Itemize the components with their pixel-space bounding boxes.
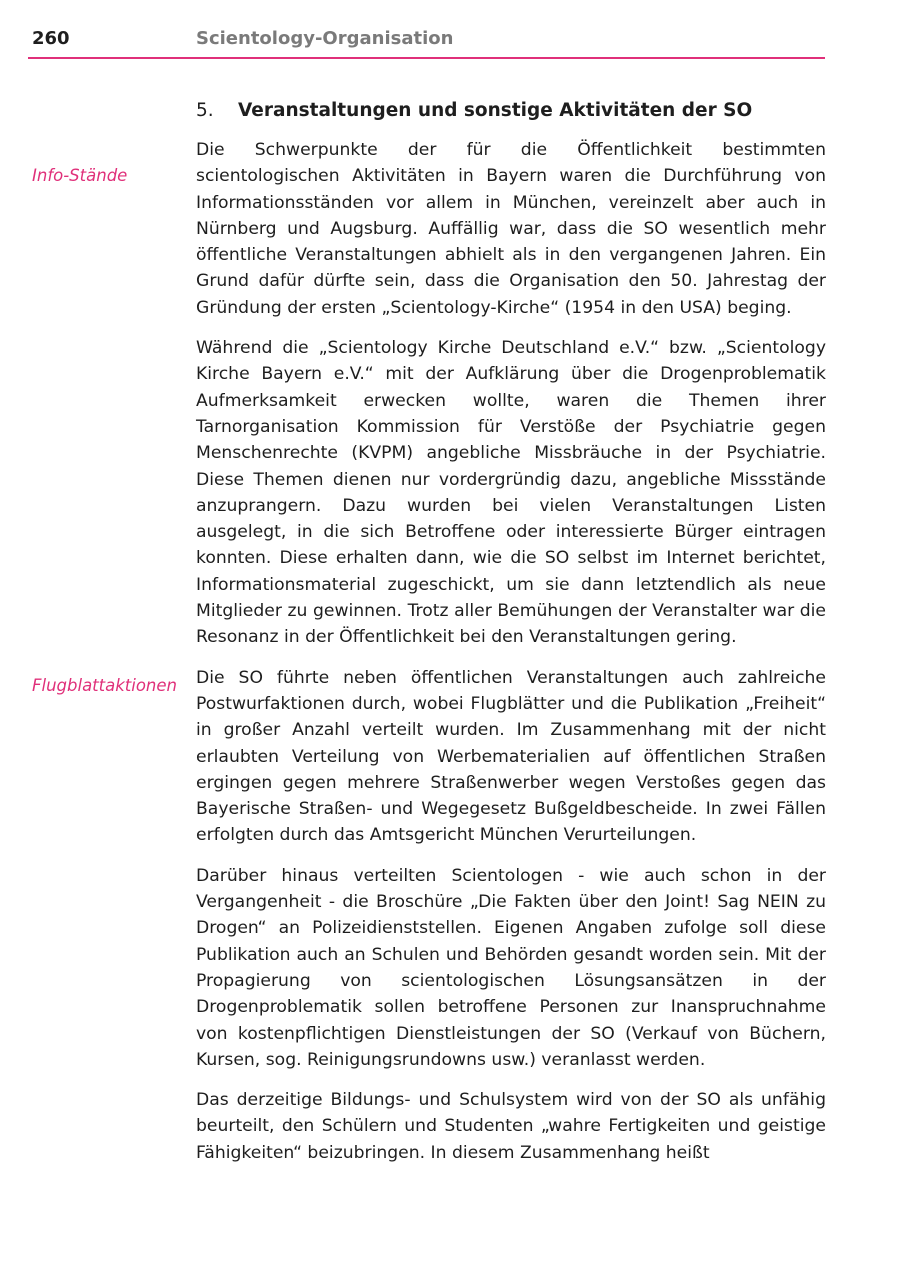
paragraph-3: Die SO führte neben öffentlichen Veranstaltungen auch zahlreiche Postwurfaktionen durch, wobei Flugblätter und die Publikation „Freiheit“ in großer Anzahl verteilt wurden. Im Zusammenhang mit der nicht erlaubten Verteilung von Werbematerialien auf öffentlichen Straßen ergingen gegen mehrere Straßenwerber wegen Verstoßes gegen das Bayerische Straßen- und Wegegesetz Bußgeldbescheide. In zwei Fällen erfolgten durch das Amtsgericht München Verurteilungen. [196, 667, 826, 846]
section-number: 5. [196, 100, 214, 121]
paragraph-2: Während die „Scientology Kirche Deutschland e.V.“ bzw. „Scientology Kirche Bayern e.V.“ mit der Aufklärung über die Drogenproblematik Aufmerksamkeit erwecken wollte, waren die Themen ihrer Tarnorganisation Kommission für Verstöße der Psychiatrie gegen Menschenrechte (KVPM) angebliche Missbräuche in der Psychiatrie. Diese Themen dienen nur vordergründig dazu, angebliche Missstände anzuprangern. Dazu wurden bei vielen Veranstaltungen Listen ausgelegt, in die sich Betroffene oder interessierte Bürger eintragen konnten. Diese erhalten dann, wie die SO selbst im Internet berichtet, Informationsmaterial zugeschickt, um sie dann letztendlich als neue Mitglieder zu gewinnen. Trotz aller Bemühungen der Veranstalter war die Resonanz in der Öffentlichkeit bei den Veranstaltungen gering. [196, 338, 826, 648]
paragraph-5: Das derzeitige Bildungs- und Schulsystem wird von der SO als unfähig beurteilt, den Schülern und Studenten „wahre Fertigkeiten und geistige Fähigkeiten“ beizubringen. In diesem Zusammenhang heißt [196, 1090, 826, 1163]
paragraph-1: Die Schwerpunkte der für die Öffentlichkeit bestimmten scientologischen Aktivitäten in Bayern waren die Durchführung von Informationsständen vor allem in München, vereinzelt aber auch in Nürnberg und Augsburg. Auffällig war, dass die SO wesentlich mehr öffentliche Veranstaltungen abhielt als in den vergangenen Jahren. Ein Grund dafür dürfte sein, dass die Organisation den 50. Jahrestag der Gründung der ersten „Scientology-Kirche“ (1954 in den USA) beging. [196, 140, 826, 318]
header-rule [28, 57, 825, 59]
paragraph-4: Darüber hinaus verteilten Scientologen - wie auch schon in der Vergangenheit - die Broschüre „Die Fakten über den Joint! Sag NEIN zu Drogen“ an Polizeidienststellen. Eigenen Angaben zufolge soll diese Publikation auch an Schulen und Behörden gesandt worden sein. Mit der Propagierung von scientologischen Lösungsansätzen in der Drogenproblematik sollen betroffene Personen zur Inanspruchnahme von kostenpflichtigen Dienstleistungen der SO (Verkauf von Büchern, Kursen, sog. Reinigungsrundowns usw.) veranlasst werden. [196, 865, 826, 1070]
section-heading [196, 98, 826, 124]
page-header [0, 0, 900, 58]
body-text [196, 137, 826, 1180]
margin-note-flugblattaktionen: Flugblattaktionen [32, 676, 177, 695]
margin-note-info-staende: Info-Stände [32, 166, 128, 185]
section-title: Veranstaltungen und sonstige Aktivitäten der SO [238, 100, 753, 121]
page-number: 260 [32, 28, 70, 49]
running-title: Scientology-Organisation [196, 28, 454, 49]
